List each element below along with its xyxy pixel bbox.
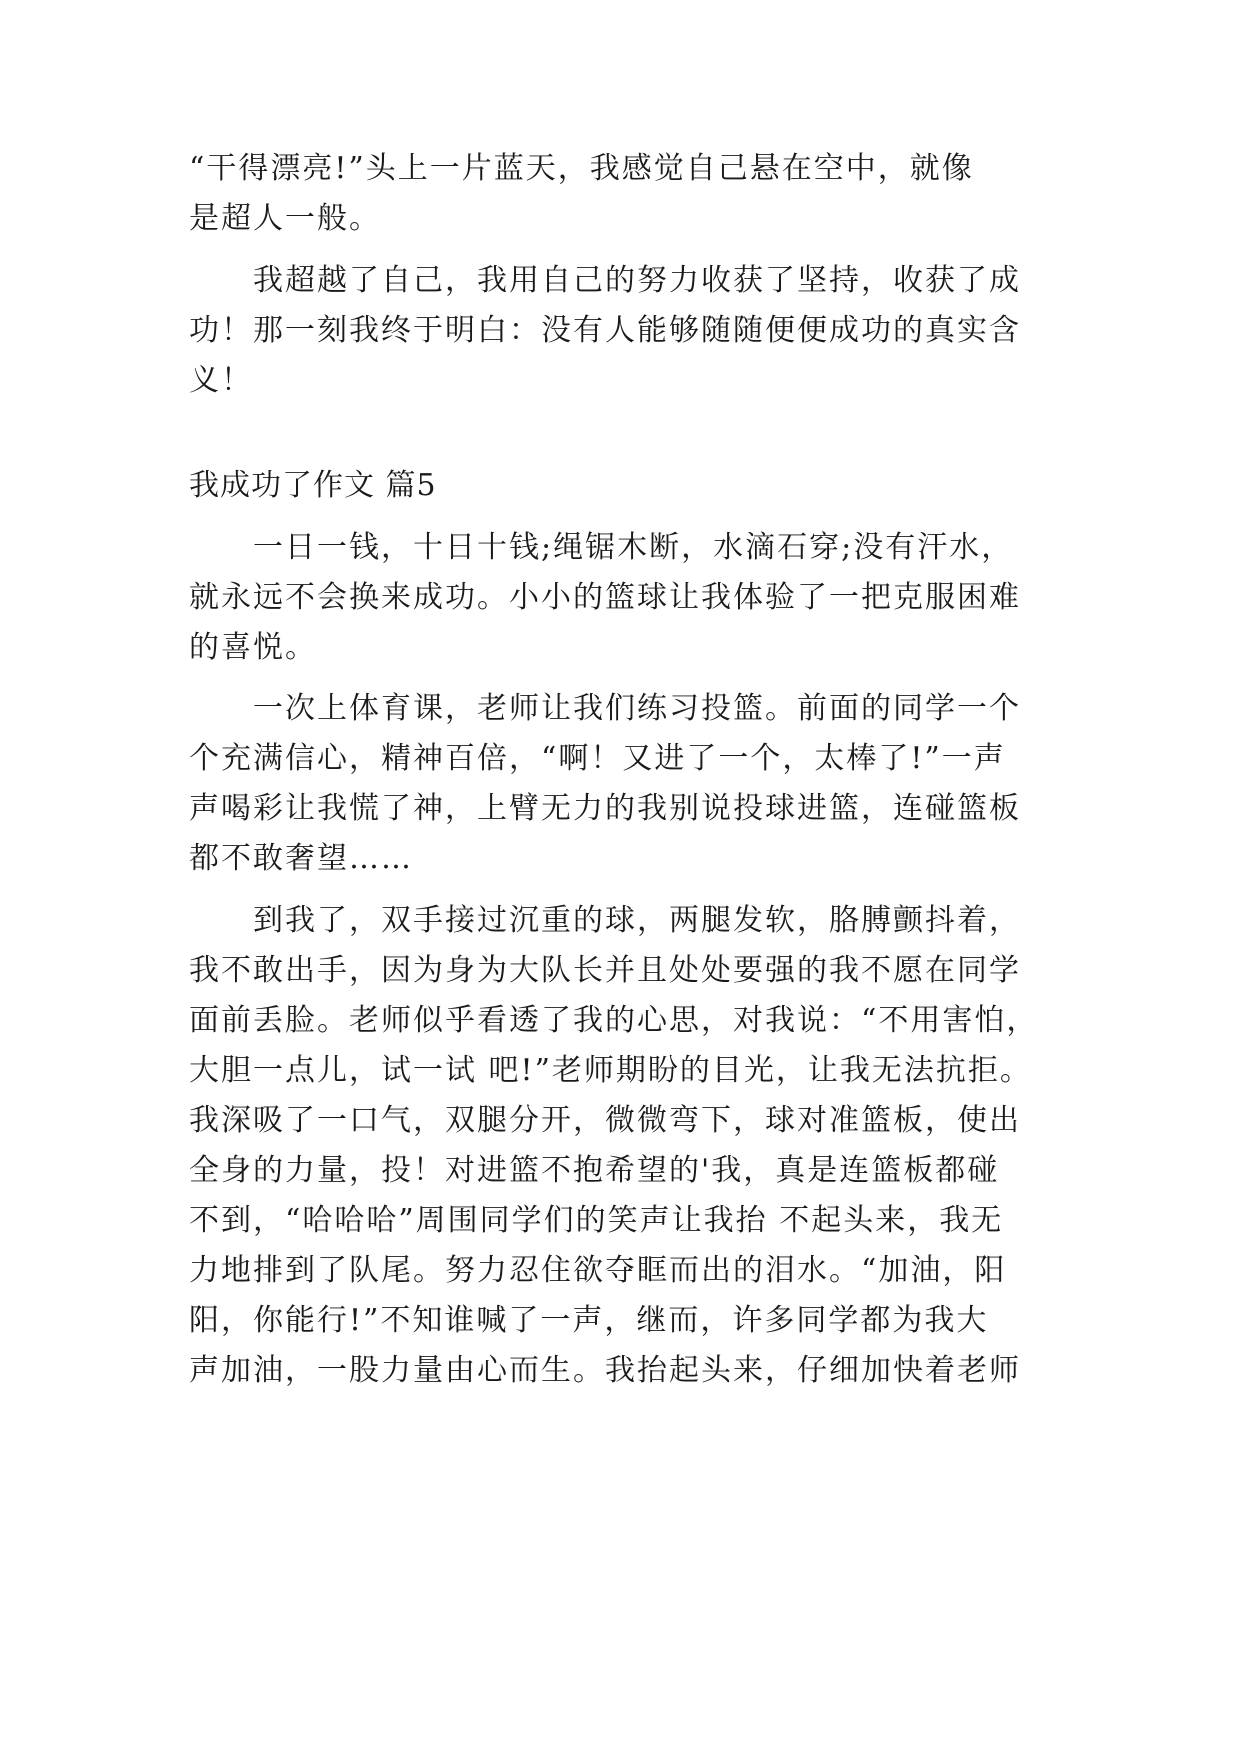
text-line: 力地排到了队尾。努力忍住欲夺眶而出的泪水。“加油，阳 bbox=[189, 1253, 1007, 1288]
text-line: “干得漂亮!”头上一片蓝天，我感觉自己悬在空中，就像 bbox=[189, 151, 974, 186]
text-line: 功！那一刻我终于明白：没有人能够随随便便成功的真实含 bbox=[189, 313, 1021, 348]
text-line: 全身的力量，投！对进篮不抱希望的'我，真是连篮板都碰 bbox=[189, 1153, 1000, 1188]
text-line: 义！ bbox=[189, 363, 253, 398]
text-line: 我不敢出手，因为身为大队长并且处处要强的我不愿在同学 bbox=[189, 953, 1021, 988]
text-line: 都不敢奢望…… bbox=[189, 841, 413, 876]
text-line: 就永远不会换来成功。小小的篮球让我体验了一把克服困难 bbox=[189, 580, 1021, 615]
text-line: 阳，你能行!”不知谁喊了一声，继而，许多同学都为我大 bbox=[189, 1303, 989, 1338]
text-line: 到我了，双手接过沉重的球，两腿发软，胳膊颤抖着， bbox=[189, 903, 1021, 938]
text-line: 的喜悦。 bbox=[189, 630, 317, 665]
text-line: 大胆一点儿，试一试 吧!”老师期盼的目光，让我无法抗拒。 bbox=[189, 1053, 1032, 1088]
section-title: 我成功了作文 篇5 bbox=[189, 468, 437, 503]
text-line: 声喝彩让我慌了神，上臂无力的我别说投球进篮，连碰篮板 bbox=[189, 791, 1021, 826]
text-line: 声加油，一股力量由心而生。我抬起头来，仔细加快着老师 bbox=[189, 1353, 1021, 1388]
text-line: 一日一钱，十日十钱;绳锯木断，水滴石穿;没有汗水， bbox=[189, 530, 1014, 565]
text-line: 个充满信心，精神百倍，“啊！又进了一个，太棒了!”一声 bbox=[189, 741, 1006, 776]
text-line: 我深吸了一口气，双腿分开，微微弯下，球对准篮板，使出 bbox=[189, 1103, 1021, 1138]
text-line: 我超越了自己，我用自己的努力收获了坚持，收获了成 bbox=[189, 263, 1021, 298]
text-line: 是超人一般。 bbox=[189, 201, 381, 236]
text-line: 一次上体育课，老师让我们练习投篮。前面的同学一个 bbox=[189, 691, 1021, 726]
text-line: 不到，“哈哈哈”周围同学们的笑声让我抬 不起头来，我无 bbox=[189, 1203, 1004, 1238]
text-line: 面前丢脸。老师似乎看透了我的心思，对我说：“不用害怕， bbox=[189, 1003, 1039, 1038]
